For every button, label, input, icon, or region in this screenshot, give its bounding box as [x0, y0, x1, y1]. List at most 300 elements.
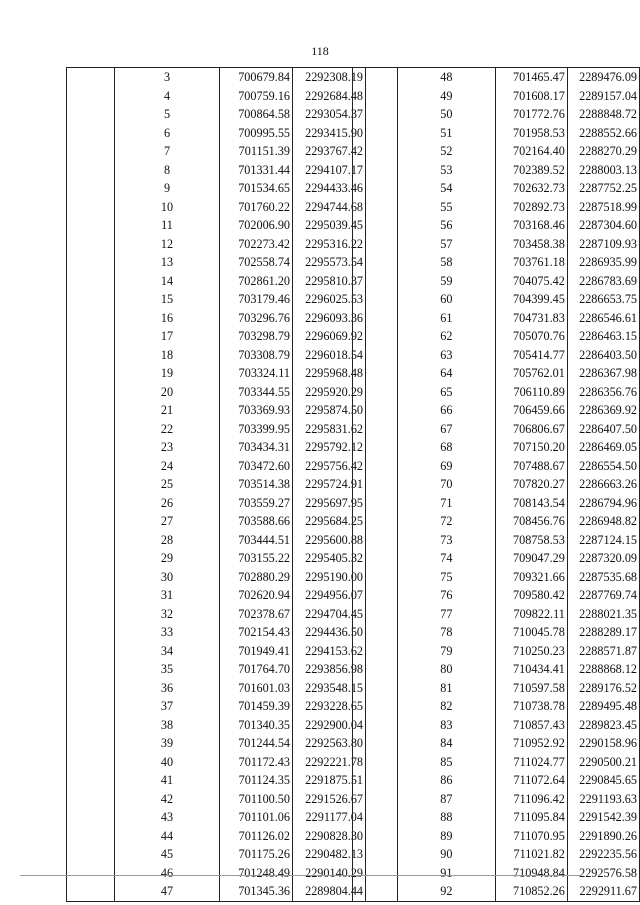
- table-row: [67, 697, 366, 716]
- point-number-cell: 10: [115, 198, 220, 217]
- x-coordinate-cell: 703399.95: [220, 420, 293, 439]
- x-coordinate-cell: 700679.84: [220, 68, 293, 87]
- y-coordinate-cell: 2291177.04: [293, 808, 366, 827]
- x-coordinate-cell: 709580.42: [496, 586, 568, 605]
- x-coordinate-cell: 710852.26: [496, 882, 568, 901]
- x-coordinate-cell: 701459.39: [220, 697, 293, 716]
- empty-cell: [67, 697, 115, 716]
- point-number-cell: 32: [115, 605, 220, 624]
- x-coordinate-cell: 702892.73: [496, 198, 568, 217]
- empty-cell: [353, 309, 398, 328]
- y-coordinate-cell: 2292221.78: [293, 753, 366, 772]
- table-row: [353, 383, 640, 402]
- x-coordinate-cell: 701949.41: [220, 642, 293, 661]
- y-coordinate-cell: 2295600.88: [293, 531, 366, 550]
- y-coordinate-cell: 2296093.36: [293, 309, 366, 328]
- x-coordinate-cell: 700864.58: [220, 105, 293, 124]
- x-coordinate-cell: 702389.52: [496, 161, 568, 180]
- x-coordinate-cell: 711096.42: [496, 790, 568, 809]
- y-coordinate-cell: 2295316.22: [293, 235, 366, 254]
- point-number-cell: 33: [115, 623, 220, 642]
- y-coordinate-cell: 2290140.29: [293, 864, 366, 883]
- empty-cell: [353, 475, 398, 494]
- y-coordinate-cell: 2295039.45: [293, 216, 366, 235]
- empty-cell: [67, 198, 115, 217]
- table-row: [353, 716, 640, 735]
- table-row: [353, 87, 640, 106]
- x-coordinate-cell: 703588.66: [220, 512, 293, 531]
- x-coordinate-cell: 703369.93: [220, 401, 293, 420]
- empty-cell: [353, 697, 398, 716]
- table-row: [67, 808, 366, 827]
- empty-cell: [353, 660, 398, 679]
- point-number-cell: 46: [115, 864, 220, 883]
- x-coordinate-cell: 701772.76: [496, 105, 568, 124]
- table-row: [353, 568, 640, 587]
- empty-cell: [67, 290, 115, 309]
- x-coordinate-cell: 710952.92: [496, 734, 568, 753]
- y-coordinate-cell: 2287124.15: [567, 531, 639, 550]
- table-row: [67, 420, 366, 439]
- y-coordinate-cell: 2294704.45: [293, 605, 366, 624]
- table-row: [67, 105, 366, 124]
- empty-cell: [67, 401, 115, 420]
- empty-cell: [67, 753, 115, 772]
- table-row: [67, 568, 366, 587]
- x-coordinate-cell: 707488.67: [496, 457, 568, 476]
- bottom-divider: [20, 875, 580, 876]
- point-number-cell: 18: [115, 346, 220, 365]
- y-coordinate-cell: 2286783.69: [567, 272, 639, 291]
- x-coordinate-cell: 703444.51: [220, 531, 293, 550]
- x-coordinate-cell: 703761.18: [496, 253, 568, 272]
- y-coordinate-cell: 2286948.82: [567, 512, 639, 531]
- x-coordinate-cell: 701244.54: [220, 734, 293, 753]
- x-coordinate-cell: 703298.79: [220, 327, 293, 346]
- table-row: [353, 827, 640, 846]
- x-coordinate-cell: 710434.41: [496, 660, 568, 679]
- point-number-cell: 5: [115, 105, 220, 124]
- table-row: [67, 68, 366, 87]
- empty-cell: [353, 716, 398, 735]
- empty-cell: [353, 68, 398, 87]
- empty-cell: [67, 864, 115, 883]
- point-number-cell: 59: [397, 272, 495, 291]
- x-coordinate-cell: 702880.29: [220, 568, 293, 587]
- table-row: [353, 179, 640, 198]
- y-coordinate-cell: 2286369.92: [567, 401, 639, 420]
- point-number-cell: 58: [397, 253, 495, 272]
- point-number-cell: 6: [115, 124, 220, 143]
- x-coordinate-cell: 701175.26: [220, 845, 293, 864]
- coordinates-table-left: [66, 67, 366, 902]
- x-coordinate-cell: 702154.43: [220, 623, 293, 642]
- x-coordinate-cell: 710948.84: [496, 864, 568, 883]
- point-number-cell: 68: [397, 438, 495, 457]
- empty-cell: [353, 531, 398, 550]
- point-number-cell: 4: [115, 87, 220, 106]
- y-coordinate-cell: 2295190.00: [293, 568, 366, 587]
- x-coordinate-cell: 702632.73: [496, 179, 568, 198]
- point-number-cell: 7: [115, 142, 220, 161]
- x-coordinate-cell: 703458.38: [496, 235, 568, 254]
- y-coordinate-cell: 2286403.50: [567, 346, 639, 365]
- empty-cell: [67, 549, 115, 568]
- table-row: [67, 383, 366, 402]
- x-coordinate-cell: 705070.76: [496, 327, 568, 346]
- table-row: [353, 216, 640, 235]
- y-coordinate-cell: 2295573.54: [293, 253, 366, 272]
- point-number-cell: 28: [115, 531, 220, 550]
- x-coordinate-cell: 703434.31: [220, 438, 293, 457]
- y-coordinate-cell: 2292684.48: [293, 87, 366, 106]
- empty-cell: [67, 105, 115, 124]
- y-coordinate-cell: 2295968.48: [293, 364, 366, 383]
- point-number-cell: 51: [397, 124, 495, 143]
- point-number-cell: 36: [115, 679, 220, 698]
- point-number-cell: 86: [397, 771, 495, 790]
- y-coordinate-cell: 2286367.98: [567, 364, 639, 383]
- point-number-cell: 56: [397, 216, 495, 235]
- table-row: [67, 179, 366, 198]
- x-coordinate-cell: 700759.16: [220, 87, 293, 106]
- table-row: [67, 864, 366, 883]
- table-row: [353, 272, 640, 291]
- empty-cell: [67, 642, 115, 661]
- point-number-cell: 67: [397, 420, 495, 439]
- empty-cell: [353, 161, 398, 180]
- x-coordinate-cell: 701248.49: [220, 864, 293, 883]
- empty-cell: [353, 179, 398, 198]
- empty-cell: [67, 327, 115, 346]
- y-coordinate-cell: 2286653.75: [567, 290, 639, 309]
- point-number-cell: 19: [115, 364, 220, 383]
- y-coordinate-cell: 2289495.48: [567, 697, 639, 716]
- table-row: [67, 253, 366, 272]
- point-number-cell: 38: [115, 716, 220, 735]
- empty-cell: [353, 605, 398, 624]
- coordinates-table-right: [352, 67, 640, 902]
- y-coordinate-cell: 2287320.09: [567, 549, 639, 568]
- y-coordinate-cell: 2288848.72: [567, 105, 639, 124]
- empty-cell: [67, 771, 115, 790]
- table-row: [67, 198, 366, 217]
- point-number-cell: 64: [397, 364, 495, 383]
- x-coordinate-cell: 703514.38: [220, 475, 293, 494]
- table-row: [353, 864, 640, 883]
- x-coordinate-cell: 708758.53: [496, 531, 568, 550]
- table-row: [67, 142, 366, 161]
- empty-cell: [353, 753, 398, 772]
- point-number-cell: 81: [397, 679, 495, 698]
- empty-cell: [353, 549, 398, 568]
- point-number-cell: 57: [397, 235, 495, 254]
- table-row: [67, 364, 366, 383]
- empty-cell: [353, 327, 398, 346]
- empty-cell: [67, 790, 115, 809]
- x-coordinate-cell: 703559.27: [220, 494, 293, 513]
- x-coordinate-cell: 711095.84: [496, 808, 568, 827]
- table-row: [353, 549, 640, 568]
- x-coordinate-cell: 701101.06: [220, 808, 293, 827]
- point-number-cell: 48: [397, 68, 495, 87]
- y-coordinate-cell: 2295697.95: [293, 494, 366, 513]
- empty-cell: [353, 87, 398, 106]
- empty-cell: [353, 272, 398, 291]
- table-row: [67, 531, 366, 550]
- y-coordinate-cell: 2293054.37: [293, 105, 366, 124]
- y-coordinate-cell: 2286469.05: [567, 438, 639, 457]
- point-number-cell: 42: [115, 790, 220, 809]
- empty-cell: [353, 623, 398, 642]
- x-coordinate-cell: 701608.17: [496, 87, 568, 106]
- y-coordinate-cell: 2292235.56: [567, 845, 639, 864]
- table-row: [67, 753, 366, 772]
- point-number-cell: 60: [397, 290, 495, 309]
- empty-cell: [353, 808, 398, 827]
- point-number-cell: 71: [397, 494, 495, 513]
- empty-cell: [353, 642, 398, 661]
- x-coordinate-cell: 710857.43: [496, 716, 568, 735]
- table-row: [67, 790, 366, 809]
- table-row: [353, 475, 640, 494]
- point-number-cell: 43: [115, 808, 220, 827]
- table-row: [67, 161, 366, 180]
- y-coordinate-cell: 2295831.62: [293, 420, 366, 439]
- empty-cell: [67, 475, 115, 494]
- x-coordinate-cell: 710045.78: [496, 623, 568, 642]
- y-coordinate-cell: 2295792.12: [293, 438, 366, 457]
- x-coordinate-cell: 701172.43: [220, 753, 293, 772]
- x-coordinate-cell: 711072.64: [496, 771, 568, 790]
- y-coordinate-cell: 2294107.17: [293, 161, 366, 180]
- page-number: 118: [311, 44, 329, 58]
- empty-cell: [67, 660, 115, 679]
- y-coordinate-cell: 2296018.54: [293, 346, 366, 365]
- y-coordinate-cell: 2295405.32: [293, 549, 366, 568]
- x-coordinate-cell: 706459.66: [496, 401, 568, 420]
- y-coordinate-cell: 2288003.13: [567, 161, 639, 180]
- y-coordinate-cell: 2291526.67: [293, 790, 366, 809]
- x-coordinate-cell: 702861.20: [220, 272, 293, 291]
- x-coordinate-cell: 702273.42: [220, 235, 293, 254]
- table-row: [67, 642, 366, 661]
- empty-cell: [67, 568, 115, 587]
- empty-cell: [67, 679, 115, 698]
- x-coordinate-cell: 701151.39: [220, 142, 293, 161]
- empty-cell: [67, 531, 115, 550]
- empty-cell: [67, 882, 115, 901]
- empty-cell: [353, 420, 398, 439]
- point-number-cell: 16: [115, 309, 220, 328]
- x-coordinate-cell: 701331.44: [220, 161, 293, 180]
- point-number-cell: 62: [397, 327, 495, 346]
- point-number-cell: 24: [115, 457, 220, 476]
- table-row: [67, 124, 366, 143]
- point-number-cell: 21: [115, 401, 220, 420]
- point-number-cell: 80: [397, 660, 495, 679]
- y-coordinate-cell: 2290158.96: [567, 734, 639, 753]
- y-coordinate-cell: 2289476.09: [567, 68, 639, 87]
- y-coordinate-cell: 2292563.80: [293, 734, 366, 753]
- empty-cell: [353, 771, 398, 790]
- empty-cell: [353, 235, 398, 254]
- table-row: [67, 512, 366, 531]
- table-row: [67, 882, 366, 901]
- table-row: [353, 605, 640, 624]
- x-coordinate-cell: 709822.11: [496, 605, 568, 624]
- point-number-cell: 69: [397, 457, 495, 476]
- x-coordinate-cell: 701958.53: [496, 124, 568, 143]
- x-coordinate-cell: 704075.42: [496, 272, 568, 291]
- x-coordinate-cell: 702620.94: [220, 586, 293, 605]
- point-number-cell: 79: [397, 642, 495, 661]
- y-coordinate-cell: 2296025.53: [293, 290, 366, 309]
- table-row: [67, 457, 366, 476]
- table-row: [67, 401, 366, 420]
- table-row: [353, 438, 640, 457]
- empty-cell: [353, 790, 398, 809]
- empty-cell: [353, 105, 398, 124]
- table-row: [67, 346, 366, 365]
- table-row: [67, 327, 366, 346]
- point-number-cell: 87: [397, 790, 495, 809]
- x-coordinate-cell: 709321.66: [496, 568, 568, 587]
- x-coordinate-cell: 700995.55: [220, 124, 293, 143]
- y-coordinate-cell: 2290828.30: [293, 827, 366, 846]
- point-number-cell: 34: [115, 642, 220, 661]
- empty-cell: [67, 309, 115, 328]
- x-coordinate-cell: 701124.35: [220, 771, 293, 790]
- point-number-cell: 17: [115, 327, 220, 346]
- empty-cell: [67, 845, 115, 864]
- y-coordinate-cell: 2286407.50: [567, 420, 639, 439]
- empty-cell: [67, 623, 115, 642]
- empty-cell: [353, 290, 398, 309]
- point-number-cell: 39: [115, 734, 220, 753]
- table-row: [67, 845, 366, 864]
- empty-cell: [67, 161, 115, 180]
- x-coordinate-cell: 702164.40: [496, 142, 568, 161]
- empty-cell: [67, 346, 115, 365]
- table-row: [67, 87, 366, 106]
- y-coordinate-cell: 2289157.04: [567, 87, 639, 106]
- table-row: [353, 420, 640, 439]
- empty-cell: [67, 808, 115, 827]
- empty-cell: [353, 457, 398, 476]
- empty-cell: [353, 679, 398, 698]
- table-row: [67, 605, 366, 624]
- point-number-cell: 26: [115, 494, 220, 513]
- table-row: [353, 494, 640, 513]
- table-row: [67, 660, 366, 679]
- empty-cell: [353, 124, 398, 143]
- point-number-cell: 15: [115, 290, 220, 309]
- empty-cell: [67, 586, 115, 605]
- table-row: [67, 827, 366, 846]
- point-number-cell: 31: [115, 586, 220, 605]
- point-number-cell: 47: [115, 882, 220, 901]
- empty-cell: [67, 253, 115, 272]
- x-coordinate-cell: 701760.22: [220, 198, 293, 217]
- table-row: [353, 235, 640, 254]
- y-coordinate-cell: 2295684.25: [293, 512, 366, 531]
- point-number-cell: 72: [397, 512, 495, 531]
- point-number-cell: 12: [115, 235, 220, 254]
- empty-cell: [353, 734, 398, 753]
- y-coordinate-cell: 2295920.29: [293, 383, 366, 402]
- point-number-cell: 20: [115, 383, 220, 402]
- empty-cell: [67, 494, 115, 513]
- y-coordinate-cell: 2291542.39: [567, 808, 639, 827]
- point-number-cell: 54: [397, 179, 495, 198]
- table-row: [353, 679, 640, 698]
- y-coordinate-cell: 2287752.25: [567, 179, 639, 198]
- x-coordinate-cell: 701534.65: [220, 179, 293, 198]
- empty-cell: [67, 827, 115, 846]
- table-row: [67, 216, 366, 235]
- x-coordinate-cell: 701601.03: [220, 679, 293, 698]
- empty-cell: [353, 586, 398, 605]
- x-coordinate-cell: 701100.50: [220, 790, 293, 809]
- y-coordinate-cell: 2292308.19: [293, 68, 366, 87]
- point-number-cell: 90: [397, 845, 495, 864]
- x-coordinate-cell: 707150.20: [496, 438, 568, 457]
- x-coordinate-cell: 703308.79: [220, 346, 293, 365]
- table-row: [353, 531, 640, 550]
- x-coordinate-cell: 710738.78: [496, 697, 568, 716]
- empty-cell: [353, 438, 398, 457]
- x-coordinate-cell: 708456.76: [496, 512, 568, 531]
- y-coordinate-cell: 2293228.65: [293, 697, 366, 716]
- y-coordinate-cell: 2291890.26: [567, 827, 639, 846]
- x-coordinate-cell: 703168.46: [496, 216, 568, 235]
- y-coordinate-cell: 2286663.26: [567, 475, 639, 494]
- y-coordinate-cell: 2287518.99: [567, 198, 639, 217]
- point-number-cell: 30: [115, 568, 220, 587]
- y-coordinate-cell: 2293767.42: [293, 142, 366, 161]
- empty-cell: [353, 882, 398, 901]
- table-row: [353, 68, 640, 87]
- table-row: [353, 697, 640, 716]
- x-coordinate-cell: 703324.11: [220, 364, 293, 383]
- table-row: [353, 290, 640, 309]
- point-number-cell: 91: [397, 864, 495, 883]
- table-row: [353, 457, 640, 476]
- empty-cell: [67, 605, 115, 624]
- table-row: [353, 161, 640, 180]
- x-coordinate-cell: 710597.58: [496, 679, 568, 698]
- empty-cell: [353, 568, 398, 587]
- x-coordinate-cell: 709047.29: [496, 549, 568, 568]
- y-coordinate-cell: 2290482.13: [293, 845, 366, 864]
- point-number-cell: 41: [115, 771, 220, 790]
- empty-cell: [353, 142, 398, 161]
- point-number-cell: 45: [115, 845, 220, 864]
- x-coordinate-cell: 702558.74: [220, 253, 293, 272]
- x-coordinate-cell: 705762.01: [496, 364, 568, 383]
- point-number-cell: 77: [397, 605, 495, 624]
- table-row: [353, 309, 640, 328]
- y-coordinate-cell: 2290500.21: [567, 753, 639, 772]
- point-number-cell: 89: [397, 827, 495, 846]
- empty-cell: [67, 457, 115, 476]
- y-coordinate-cell: 2290845.65: [567, 771, 639, 790]
- x-coordinate-cell: 703296.76: [220, 309, 293, 328]
- table-row: [353, 124, 640, 143]
- table-row: [353, 142, 640, 161]
- empty-cell: [67, 87, 115, 106]
